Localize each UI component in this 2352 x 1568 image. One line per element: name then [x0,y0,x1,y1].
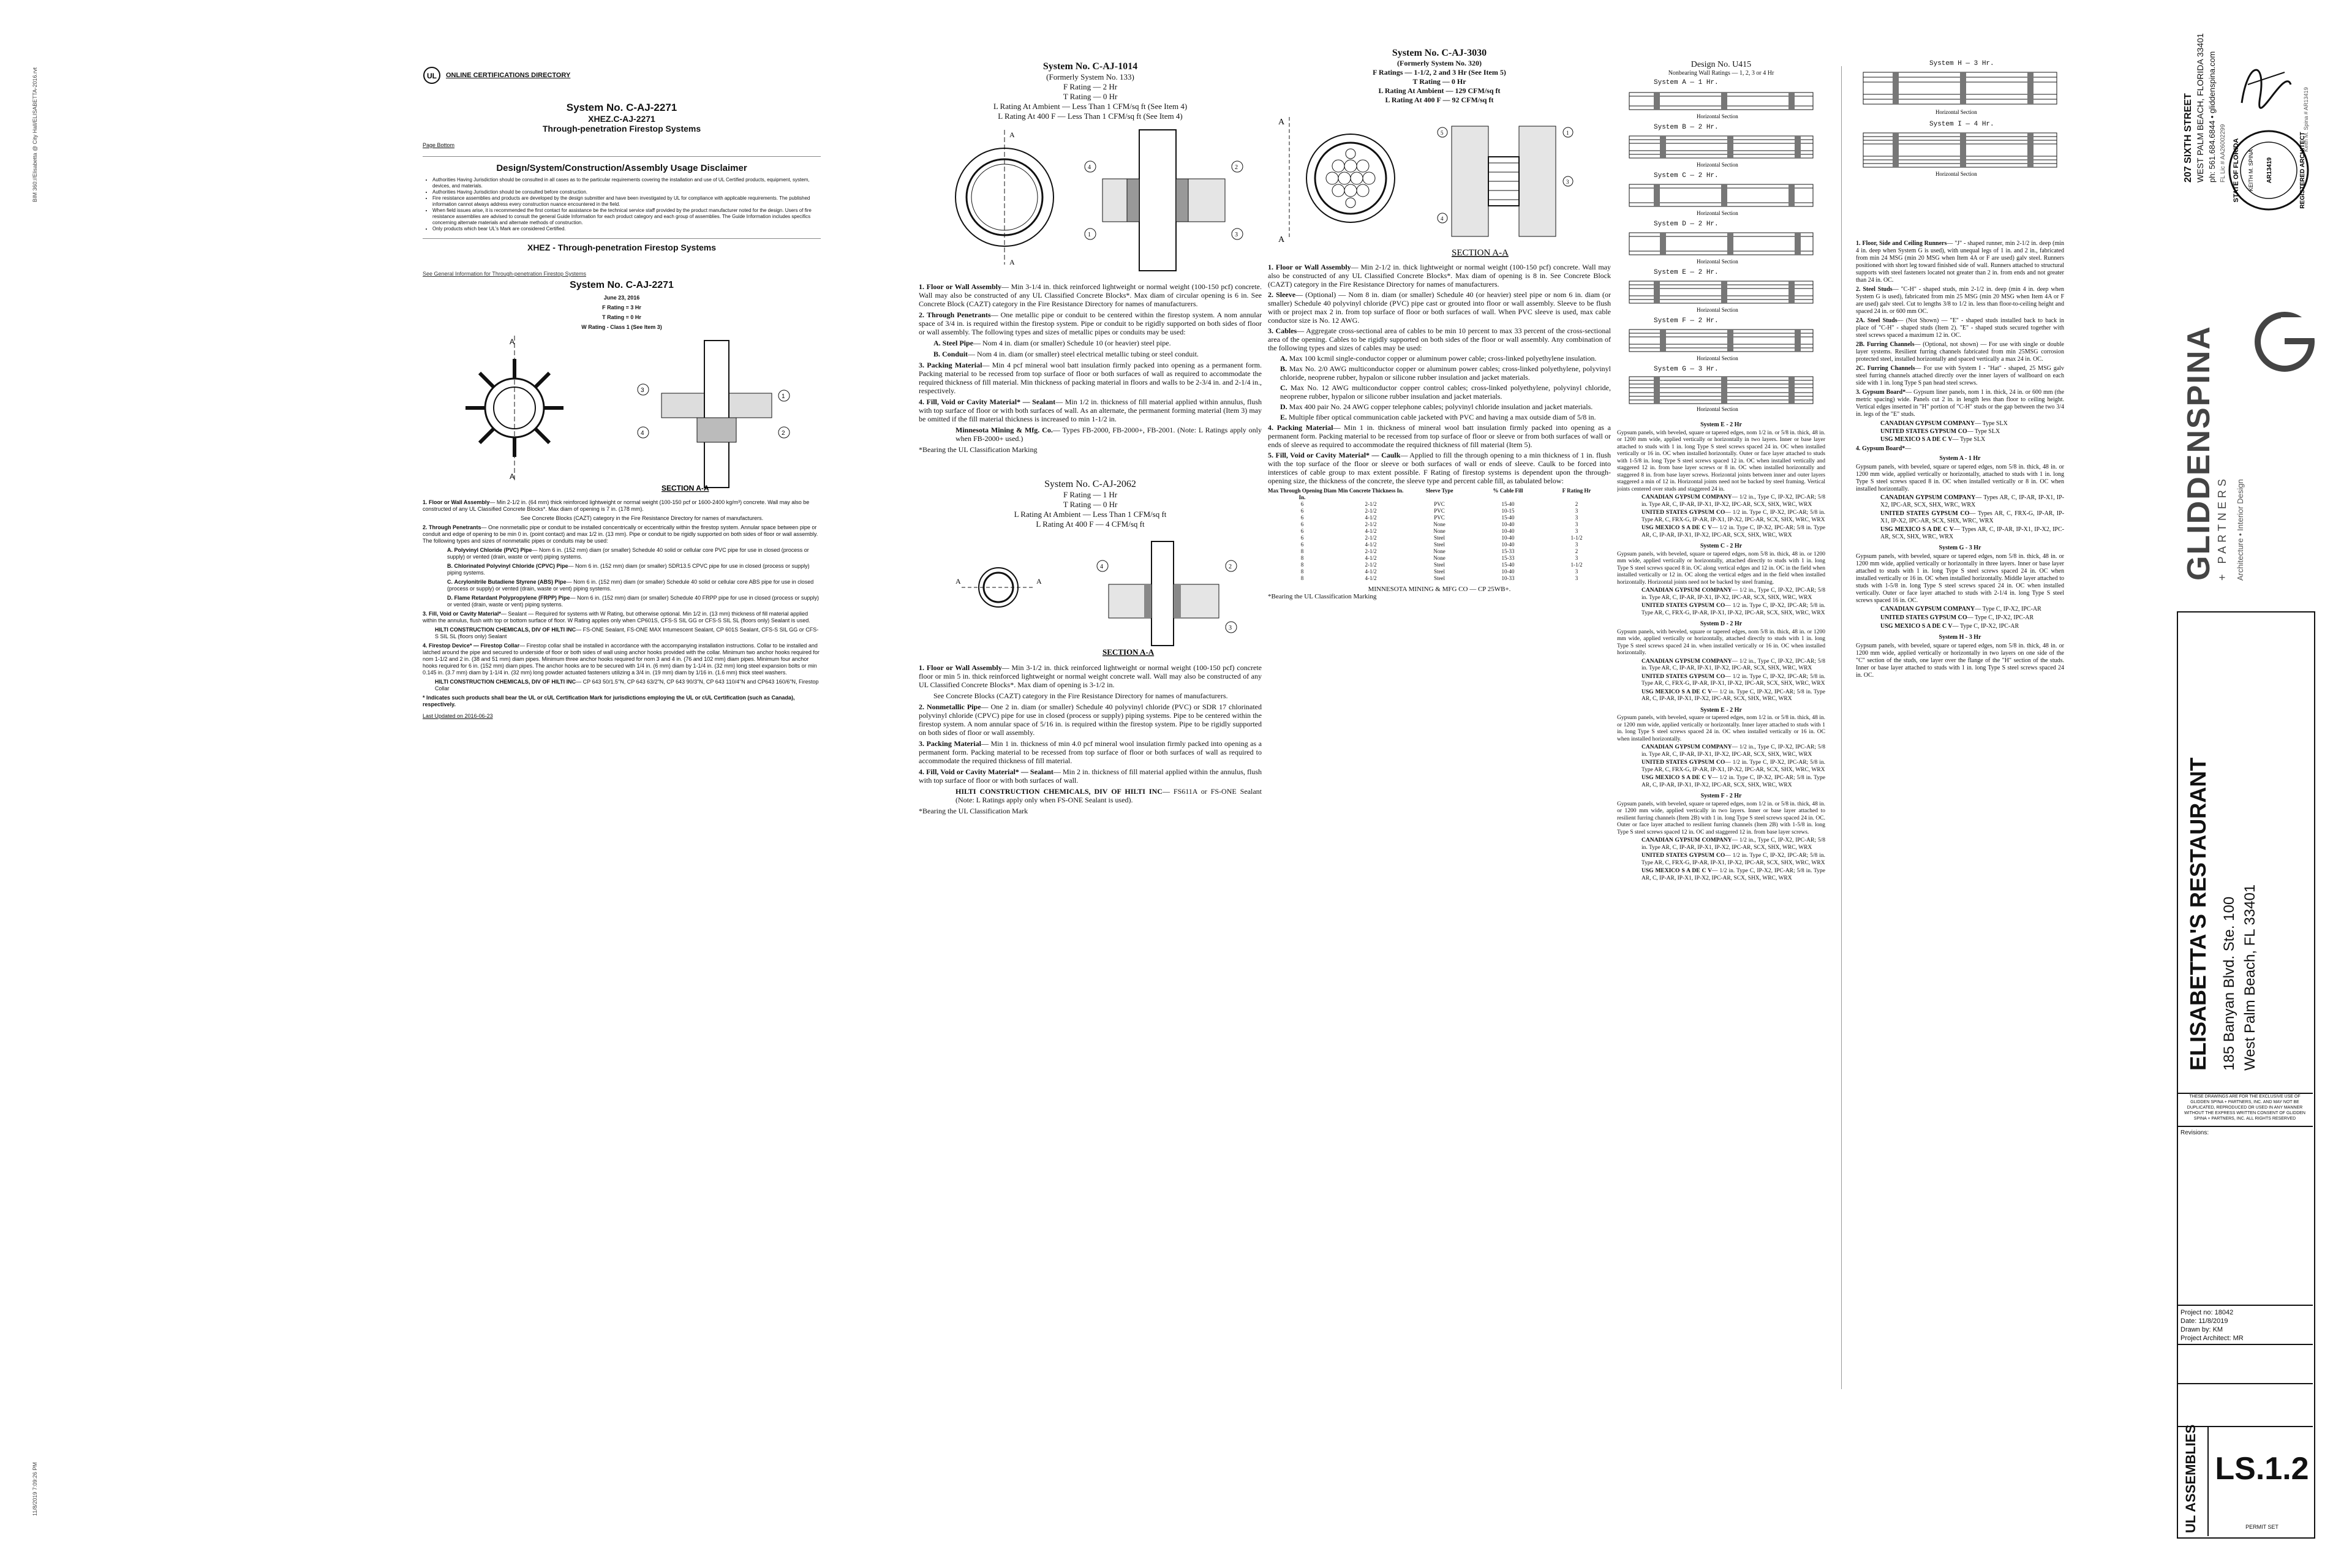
list-item: 2. Steel Studs— "C-H" - shaped studs, min 2-1/2 in. deep (min 4 in. deep when System G is used), fabricated from min 25 MSG (min 20 MSG when Item 4A or F are used) galv steel. Cut to lengths 3/8 to 1/2 in. less than floor-to-ceiling height and spaced 24 in. or 600 mm OC. [1856,286,2064,315]
text-block: Gypsum panels, with beveled, square or tapered edges, nom 1/2 in. or 5/8 in. thick, 48 in. or 1200 mm wide, applied vertically in two layers. Inner or base layer attached to resilient furring channels (Item 2B) with 1 in. long Type S steel screws spaced 24 in. OC. Outer or face layer attached to resilient furring channels (Item 2B) with 1-5/8 in. long Type S steel screws spaced 12 in. OC and staggered 12 in. from base layer screws. [1617,801,1825,835]
table-row: 8 4-1/2 Steel 10-33 3 [1300,575,1578,581]
item-list [1856,240,2064,679]
svg-text:2: 2 [1235,164,1238,171]
list-item: 2. Through Penetrants— One nonmetallic pipe or conduit to be installed concentrically or eccentrically within the firestop system. Annular space between pipe or conduit and edge of opening to be min 0 in. (point contact) and max 1/2 in. (13 mm). Pipe or conduit to be rigidly supported on both sides of floor or wall assembly. The following types and sizes of nonmetallic pipes or conduits may be used: [423,524,818,544]
firm-logo-icon [2254,311,2315,372]
disclaimer-title: Design/System/Construction/Assembly Usage Disclaimer [496,163,747,173]
svg-text:Horizontal Section: Horizontal Section [1697,406,1738,412]
svg-text:3: 3 [641,387,644,394]
wall-section-drawing [1617,276,1825,314]
table-row: 8 2-1/2 Steel 15-40 1-1/2 [1300,562,1583,568]
project-address-2: West Palm Beach, FL 33401 [2242,884,2258,1071]
list-item: 3. Packing Material— Min 4 pcf mineral wool batt insulation firmly packed into opening as a permanent form. Packing material to be recessed from top surface of floor or both surfaces of wall as required to accommodate the required thickness of fill material. Min thickness of packing material in floors and walls to be 2-3/4 in. and 2-1/4 in., respectively. [919,361,1262,395]
list-item: HILTI CONSTRUCTION CHEMICALS, DIV OF HILTI INC— FS-ONE Sealant, FS-ONE MAX Intumescent Sealant, CP 601S Sealant, CFS-S SIL GG or CFS-S SIL SL (floors only) Sealant [435,627,819,639]
text-block: UNITED STATES GYPSUM CO— 1/2 in. Type C, IP-X2, IPC-AR; 5/8 in. Type AR, C, FRX-G, IP-AR, IP-X1, IP-X2, IPC-AR, SCX, SHX, WRC, WRX [1642,673,1825,687]
list-item: 2. Through Penetrants— One metallic pipe or conduit to be centered within the firestop system. A nom annular space of 3/4 in. is required within the firestop system. Pipe or conduit to be rigidly supported on both sides of floor or wall assembly. The following types and sizes of metallic pipes or conduits may be used: [919,311,1262,336]
wall-section-drawing [1856,128,2064,178]
bearing-note: *Bearing the UL Classification Mark [919,807,1028,815]
text-block: UNITED STATES GYPSUM CO— Types AR, C, FRX-G, IP-AR, IP-X1, IP-X2, IPC-AR, SCX, SHX, WRC, WRX [1880,510,2064,524]
f-rating: F Ratings — 1-1/2, 2 and 3 Hr (See Item 5) [1373,68,1506,77]
text-block-title: System A - 1 Hr [1939,455,1981,462]
list-item: A. Polyvinyl Chloride (PVC) Pipe— Nom 6 in. (152 mm) diam (or smaller) Schedule 40 solid or cellular core PVC pipe for use in closed (process or supply) or vented (drain, waste or vent) piping systems. [447,547,809,560]
list-item: 3. Packing Material— Min 1 in. thickness of min 4.0 pcf mineral wool insulation firmly packed into opening as a permanent form. Packing material to be recessed from top surface of floor or both surfaces of wall as required to accommodate the required thickness of fill material. [919,739,1262,765]
svg-text:Horizontal Section: Horizontal Section [1697,210,1738,216]
l-rating-400: L Rating At 400 F — 4 CFM/sq ft [1036,519,1145,529]
table-row: 8 4-1/2 None 15-33 3 [1300,555,1578,561]
list-item: 4. Gypsum Board*— [1856,445,1912,452]
w-rating: W Rating - Class 1 (See Item 3) [581,324,662,330]
system-type: Through-penetration Firestop Systems [542,124,701,134]
disclaimer-item: • Authorities Having Jurisdiction should be consulted in all cases as to the particular requirements covering the installation and use of UL Certified products, equipment, system, devices, and materials. [432,177,821,189]
svg-text:Horizontal Section: Horizontal Section [1697,113,1738,119]
text-block: USG MEXICO S A DE C V— Types AR, C, IP-AR, IP-X1, IP-X2, IPC-AR, SCX, SHX, WRC, WRX [1880,526,2064,540]
list-item: A. Steel Pipe— Nom 4 in. diam (or smaller) Schedule 10 (or heavier) steel pipe. [933,339,1171,347]
list-item: D. Flame Retardant Polypropylene (FRPP) Pipe— Nom 6 in. (152 mm) diam (or smaller) Schedule 40 FRPP pipe for use in closed (process or supply) or vented (drain, waste or vent) piping systems. [447,595,820,608]
xhez-title: XHEZ - Through-penetration Firestop Systems [527,243,717,252]
svg-text:Horizontal Section: Horizontal Section [1697,355,1738,361]
text-block: Gypsum panels, with beveled, square or tapered edges, nom 5/8 in. thick, 48 in. or 1200 mm wide, applied vertically or horizontally, attached directly to studs with 1 in. long Type S steel screws spaced 8 in. OC along vertical edges and 12 in. OC in the field when installed vertically or 12 in. OC along the vertical edges and in the field when installed horizontally. Horizontal joints need not be backed by steel framing. [1617,551,1825,586]
text-block: UNITED STATES GYPSUM CO— 1/2 in. Type C, IP-X2, IPC-AR; 5/8 in. Type AR, C, FRX-G, IP-AR, IP-X1, IP-X2, IPC-AR, SCX, SHX, WRC, WRX [1642,510,1825,523]
f-rating: F Rating = 3 Hr [602,304,641,311]
list-item: B. Conduit— Nom 4 in. diam (or smaller) steel electrical metallic tubing or steel conduit. [933,350,1199,358]
system-label: System C — 2 Hr. [1654,172,1719,179]
text-block: USG MEXICO S A DE C V— 1/2 in. Type C, IP-X2, IPC-AR; 5/8 in. Type AR, C, IP-AR, IP-X1, IP-X2, IPC-AR, SCX, SHX, WRC, WRX [1642,775,1825,788]
svg-text:3: 3 [1566,179,1569,185]
list-item: 1. Floor or Wall Assembly— Min 2-1/2 in. (64 mm) thick reinforced lightweight or normal weight (100-150 pcf or 1600-2400 kg/m³) concrete. Wall may also be constructed of any UL Classified Concrete Blocks*. Max diam of opening is 7 in. (178 mm). [423,499,810,512]
pipe-penetration-diagram [919,124,1262,277]
text-block: UNITED STATES GYPSUM CO— 1/2 in. Type C, IP-X2, IPC-AR; 5/8 in. Type AR, C, FRX-G, IP-AR, IP-X1, IP-X2, IPC-AR, SCX, SHX, WRC, WRX [1642,603,1825,616]
svg-text:4: 4 [1441,216,1444,222]
list-item: 4. Firestop Device* — Firestop Collar— Firestop collar shall be installed in accordance with the accompanying installation instructions. Collar to be installed and latched around the pipe and secured to underside of floor or both sides of wall using anchor hooks provided with the collar. Minimum two anchor hooks required for nom 1-1/2 and 2 in. (38 and 51 mm) diam pipes. Minimum three anchor hooks required for nom 3 and 4 in. (76 and 102 mm) diam pipes. Minimum four anchor hooks required for 6 in. (152 mm) diam pipes. The anchor hooks are to be secured with 1/4 in. (6 mm) diam by 1-1/4 in. (32 mm) long steel expansion bolts or min 0.145 in. (3.7 mm) diam by 1-1/4 in. (32 mm) long powder actuated fasteners utilizing a 3/4 in. (19 mm) diam by 1/16 in. (1.6 mm) thick steel washers. [423,643,820,676]
svg-text:Horizontal Section: Horizontal Section [1936,109,1977,115]
list-item: 5. Fill, Void or Cavity Material* — Caulk— Applied to fill the through opening to a min thickness of 1 in. flush with the top surface of the floor or sleeve or both surfaces of wall or ends of sleeve. Caulk to be forced into interstices of cable group to max extent possible. F Rating of firestop systems is dependent upon the through-opening size, the thickness of the concrete, the sleeve type and percent cable fill, as tabulated below: [1268,451,1611,485]
table-row: 8 4-1/2 Steel 10-40 3 [1300,568,1578,575]
t-rating: T Rating — 0 Hr [1412,77,1466,86]
svg-text:4: 4 [1100,564,1103,570]
text-block: Gypsum panels, with beveled, square or tapered edges, nom 1/2 in. or 5/8 in. thick, 48 in. or 1200 mm wide, applied vertically or horizontally. Inner layer attached to studs with 1 in. long Type S steel screws spaced 24 in. OC when installed vertically or 16 in. OC when installed horizontally. [1617,715,1825,742]
l-rating-400: L Rating At 400 F — Less Than 1 CFM/sq ft (See Item 4) [998,111,1183,121]
text-block-title: System E - 2 Hr [1700,706,1742,714]
text-block-title: System G - 3 Hr [1939,545,1981,551]
list-item: * Indicates such products shall bear the UL or cUL Certification Mark for jurisdictions employing the UL or cUL Certification (such as Canada), respectively. [423,695,795,707]
item-list [919,282,1262,443]
disclaimer-item: • Fire resistance assemblies and products are developed by the design submitter and have been investigated by UL for compliance with applicable requirements. The published information cannot always address every construction nuance encountered in the field. [432,195,821,208]
wall-section-drawing [1617,325,1825,363]
wall-section-drawing [1617,179,1825,217]
system-label: System G — 3 Hr. [1654,366,1719,373]
disclaimer-item: • Authorities Having Jurisdiction should be consulted before construction. [432,189,821,195]
f-rating: F Rating — 1 Hr [1063,490,1118,499]
table-header: Max Through Opening Diam In. Min Concrete Thickness In. Sleeve Type % Cable Fill F Rating Hr [1268,488,1591,500]
l-rating-ambient: L Rating At Ambient — Less Than 1 CFM/sq ft (See Item 4) [993,102,1188,111]
pvc-pipe-diagram [919,529,1262,658]
list-item: 2A. Steel Studs— (Not Shown) — "E" - shaped studs installed back to back in place of "C-H" - shaped studs (Item 2). "E" - shaped studs secured together with steel screws spaced a maximum 12 in. OC. [1856,317,2064,339]
firm-logo-partners: + PARTNERS [2216,475,2228,581]
permit-set: PERMIT SET [2245,1524,2278,1530]
firm-services: Architecture • Interior Design [2236,479,2245,581]
system-d [1617,221,1825,269]
text-block: CANADIAN GYPSUM COMPANY— 1/2 in., Type C, IP-X2, IPC-AR; 5/8 in. Type AR, C, IP-AR, IP-X1, IP-X2, IPC-AR, SCX, SHX, WRC, WRX [1642,744,1825,758]
f-rating: F Rating — 2 Hr [1063,82,1118,91]
formerly-system: (Formerly System No. 133) [1046,72,1134,81]
svg-text:5: 5 [1441,130,1444,136]
system-label: System D — 2 Hr. [1654,221,1719,228]
system-number-2: System No. C-AJ-2271 [570,280,674,290]
list-item: USG MEXICO S A DE C V— Type SLX [1880,436,1986,443]
text-block: Gypsum panels, with beveled, square or tapered edges, nom 5/8 in. thick, 48 in. or 1200 mm wide, applied vertically or horizontally in three layers. Inner or base layer attached to studs with 1 in. long Type S steel screws spaced 24 in. OC when installed vertically or 16 in. OC when installed horizontally. Middle layer attached to studs with 1-5/8 in. long Type S steel screws spaced 24 in. OC when installed vertically. Outer or face layer attached to studs with 2-1/4 in. long Type S steel screws spaced 16 in. OC. [1856,553,2064,604]
t-rating: T Rating = 0 Hr [602,314,641,320]
list-item: B. Max No. 2/0 AWG multiconductor copper or aluminum power cables; cross-linked polyethylene, polyvinyl chloride, neoprene rubber, hypalon or silicone rubber insulation and jacket materials. [1280,364,1611,382]
design-number: Design No. U415 [1691,60,1752,69]
section-a-a-label: SECTION A-A [662,484,709,492]
item-list [1268,263,1611,485]
system-number: System No. C-AJ-1014 [1042,61,1138,72]
item-list [423,499,821,708]
firm-city: WEST PALM BEACH, FLORIDA 33401 [2195,33,2205,183]
firm-address: 207 SIXTH STREET [2183,93,2193,183]
system-e [1617,269,1825,317]
list-item: See Concrete Blocks (CAZT) category in the Fire Resistance Directory for names of manufacturers. [521,515,764,521]
project-architect: Project Architect: MR [2180,1335,2244,1342]
project-number: Project no: 18042 [2180,1309,2234,1316]
system-number: System No. C-AJ-3030 [1392,48,1487,58]
table-row: 6 2-1/2 PVC 10-15 3 [1300,508,1578,514]
system-alt: XHEZ.C-AJ-2271 [588,114,655,124]
list-item: C. Acrylonitrile Butadiene Styrene (ABS) Pipe— Nom 6 in. (152 mm) diam (or smaller) Schedule 40 solid or cellular core ABS pipe for use in closed (process or supply) or vented (drain, waste or vent) piping systems. [447,579,814,592]
svg-text:A: A [510,472,515,481]
svg-text:A: A [1009,130,1015,139]
list-item: D. Max 400 pair No. 24 AWG copper telephone cables; polyvinyl chloride insulation and jacket materials. [1280,402,1593,411]
svg-text:1: 1 [1566,130,1569,136]
text-block-title: System E - 2 Hr [1700,421,1742,428]
wall-section-drawing [1617,228,1825,266]
list-item: 2. Sleeve— (Optional) — Nom 8 in. diam (or smaller) Schedule 40 (or heavier) steel pipe or nom 6 in. diam (or smaller) Schedule 40 polyvinyl chloride (PVC) pipe cast or grouted into floor or wall assembly. Sleeve to be flush with or project max 2 in. from top surface of floor or both surfaces of wall. When PVC sleeve is used, max cable conductor size is No. 12 AWG. [1268,290,1611,325]
text-block: UNITED STATES GYPSUM CO— Type C, IP-X2, IPC-AR [1880,614,2034,621]
text-block: CANADIAN GYPSUM COMPANY— 1/2 in., Type C, IP-X2, IPC-AR; 5/8 in. Type AR, C, IP-AR, IP-X1, IP-X2, IPC-AR, SCX, SHX, WRC, WRX [1642,587,1825,601]
table-row: 6 4-1/2 None 10-40 3 [1300,528,1578,534]
formerly-system: (Formerly System No. 320) [1397,59,1482,67]
list-item: HILTI CONSTRUCTION CHEMICALS, DIV OF HILTI INC— CP 643 50/1.5"N, CP 643 63/2"N, CP 643 90/3"N, CP 643 110/4"N and CP643 160/6"N, Firestop Collar [435,679,819,692]
svg-text:A: A [1036,577,1042,586]
table-row: 6 4-1/2 Steel 10-40 3 [1300,541,1578,548]
ul-design-u415 [1617,60,1825,1444]
list-item: UNITED STATES GYPSUM CO— Type SLX [1880,428,2000,435]
svg-text:Horizontal Section: Horizontal Section [1697,162,1738,168]
system-b [1617,124,1825,172]
title-block-frame [2177,611,2315,1539]
ul-logo-icon [423,66,441,85]
firm-contact: ph: 561.684.6844 • gliddenspina.com [2207,51,2217,183]
manufacturer: MINNESOTA MINING & MFG CO — CP 25WB+. [1368,586,1511,593]
table-row: 8 2-1/2 None 15-33 2 [1300,548,1578,554]
page-bottom-link[interactable]: Page Bottom [423,142,455,148]
list-item: E. Multiple fiber optical communication cable jacketed with PVC and having a max outside diam of 5/8 in. [1280,413,1596,421]
svg-text:A: A [1278,118,1285,127]
wall-section-drawing [1617,86,1825,121]
wall-section-drawing [1856,67,2064,118]
seal-number: AR13419 [2266,157,2273,184]
architect-seal [2226,127,2312,213]
table-row: 6 2-1/2 None 10-40 3 [1300,521,1578,527]
seal-name: KEITH M. SPINA [2248,149,2254,192]
text-block: CANADIAN GYPSUM COMPANY— Type C, IP-X2, IPC-AR [1880,606,2041,612]
sheet-title: UL ASSEMBLIES [2183,1424,2198,1533]
section-a-a-label: SECTION A-A [1452,248,1509,258]
wall-section-drawing [1617,131,1825,169]
seal-registered: REGISTERED ARCHITECT [2299,132,2306,209]
firm-license: FL Lic # AA26002299 [2220,124,2226,183]
system-f [1617,317,1825,366]
text-block: Gypsum panels, with beveled, square or tapered edges, nom 1/2 in. or 5/8 in. thick, 48 in. or 1200 mm wide, applied vertically or horizontally in two layers. Inner or base layer attached to studs with 1 in. long Type S steel screws spaced 24 in. OC when installed vertically or 16 in. OC when installed horizontally. Outer or face layer attached to studs with 1-5/8 in. long Type S steel screws spaced 12 in. OC when installed vertically and staggered 12 in. from base layer screws or 8 in. OC when installed horizontally and staggered 8 in. from base layer screws. Horizontal joints between inner and outer layers staggered a min of 12 in. Horizontal joints need not be backed by steel framing. Vertical joints centered over studs and staggered 24 in. [1617,429,1825,492]
svg-text:4: 4 [1088,164,1091,171]
text-block: CANADIAN GYPSUM COMPANY— 1/2 in., Type C, IP-X2, IPC-AR; 5/8 in. Type AR, C, IP-AR, IP-X1, IP-X2, IPC-AR, SCX, SHX, WRC, WRX [1642,658,1825,671]
ul-system-c-aj-2271 [423,66,821,881]
file-path: BIM 360://Elisabetta @ City Hall/ELISABETTA-2016.rvt [32,67,38,202]
bearing-note: *Bearing the UL Classification Marking [919,445,1038,454]
list-item: Minnesota Mining & Mfg. Co.— Types FB-2000, FB-2000+, FB-2001. (Note: L Ratings apply only when FB-2000+ used.) [956,426,1262,443]
system-label: System B — 2 Hr. [1654,124,1719,131]
text-block-title: System H - 3 Hr [1939,634,1981,641]
firm-logo-name: GLIDDENSPINA [2181,325,2217,581]
system-label: System H — 3 Hr. [1929,60,1994,67]
list-item: 1. Floor, Side and Ceiling Runners— "J" - shaped runner, min 2-1/2 in. deep (min 4 in. deep when System G is used), with unequal legs of 1 in. and 2 in., fabricated from min 24 MSG (min 20 MSG when Item 4A or F are used) galv steel. Runners positioned with short leg toward finished side of wall. Runners attached to structural supports with steel fasteners located not greater than 2 in. from ends and not greater than 24 in. OC. [1856,240,2064,284]
text-block: Gypsum panels, with beveled, square or tapered edges, nom 5/8 in. thick, 48 in. or 1200 mm wide, applied vertically or horizontally, attached directly to studs with 1 in. long Type S steel screws spaced 24 in. when installed vertically or 16 in. OC when installed horizontally. [1617,628,1825,656]
disclaimer-item: • When field issues arise, it is recommended the first contact for assistance be the technical service staff provided by the product manufacturer noted for the design. Users of fire resistance assemblies are advised to consult the general Guide Information for each product category and each group of assemblies. The Guide Information includes specifics concerning alternate materials and alternate methods of construction. [432,208,821,226]
system-i [1856,121,2064,181]
project-date: Date: 11/8/2019 [2180,1317,2228,1325]
list-item: 4. Packing Material— Min 1 in. thickness of mineral wool batt insulation firmly packed into opening as a permanent form. Packing material to be recessed from top surface of floor or sleeve or from both surfaces of wall or ends of sleeve as required to accommodate the required thickness of fill material (Item 5). [1268,423,1611,449]
ownership-disclaimer: THESE DRAWINGS ARE FOR THE EXCLUSIVE USE OF GLIDDEN SPINA + PARTNERS, INC. AND MAY NOT BE DUPLICATED, REPRODUCED OR USED IN ANY MANNER WITHOUT THE EXPRESS WRITTEN CONSENT OF GLIDDEN SPINA + PARTNERS, INC. ALL RIGHTS RESERVED [2184,1095,2305,1121]
text-block: CANADIAN GYPSUM COMPANY— Types AR, C, IP-AR, IP-X1, IP-X2, IPC-AR, SCX, SHX, WRC, WRX [1880,494,2064,508]
bearing-note: *Bearing the UL Classification Marking [1268,593,1377,600]
text-block: USG MEXICO S A DE C V— 1/2 in. Type C, IP-X2, IPC-AR; 5/8 in. Type AR, C, IP-AR, IP-X1, IP-X2, IPC-AR, SCX, SHX, WRC, WRX [1642,525,1825,538]
table-row: 6 2-1/2 PVC 15-40 2 [1300,501,1578,507]
seal-state: STATE OF FLORIDA [2233,138,2240,203]
l-rating-ambient: L Rating At Ambient — Less Than 1 CFM/sq ft [1014,510,1167,519]
ul-directory-header: ONLINE CERTIFICATIONS DIRECTORY [446,72,571,79]
list-item: 2C. Furring Channels— For use with System I - "Hat" - shaped, 25 MSG galv steel furring channels attached directly over the inner layers of wallboard on each side with 1 in. long Type S pan head steel screws. [1856,365,2064,386]
text-block: UNITED STATES GYPSUM CO— 1/2 in. Type C, IP-X2, IPC-AR; 5/8 in. Type AR, C, FRX-G, IP-AR, IP-X1, IP-X2, IPC-AR, SCX, SHX, WRC, WRX [1642,760,1825,773]
item-list [919,663,1262,804]
ul-system-c-aj-3030 [1268,48,1611,752]
text-block: USG MEXICO S A DE C V— 1/2 in. Type C, IP-X2, IPC-AR; 5/8 in. Type AR, C, IP-AR, IP-X1, IP-X2, IPC-AR, SCX, SHX, WRC, WRX [1642,688,1825,702]
project-info [2180,1308,2244,1343]
system-label: System E — 2 Hr. [1654,269,1719,276]
system-a [1617,79,1825,124]
disclaimer-item: • Only products which bear UL's Mark are considered Certified. [432,226,821,232]
text-block-title: System C - 2 Hr [1700,543,1743,549]
text-block-title: System D - 2 Hr [1700,620,1743,627]
title-block [2168,29,2321,1537]
list-item: 2B. Furring Channels— (Optional, not shown) — For use with single or double layer systems. Resilient furring channels fabricated from min 25MSG corrosion protected steel, installed horizontally and spaced vertically a max 24 in. OC. [1856,341,2064,363]
system-label: System F — 2 Hr. [1654,317,1719,325]
ul-system-c-aj-1014 [919,61,1262,1127]
svg-text:UL: UL [427,72,437,80]
list-item: 4. Fill, Void or Cavity Material* — Sealant— Min 1/2 in. thickness of fill material applied within annulus, flush with top surface of floor or with both surfaces of wall. As an alternate, the permanent forming material (Item 3) may be omitted if the fill material thickness is increased to min 1-1/2 in. [919,398,1262,423]
list-item: 4. Fill, Void or Cavity Material* — Sealant— Min 2 in. thickness of fill material applied within the annulus, flush with top surface of floor or with both surfaces of wall. [919,767,1262,785]
f-rating-table [1268,488,1611,582]
svg-text:1: 1 [782,393,785,400]
text-block-title: System F - 2 Hr [1700,793,1742,799]
list-item: 3. Cables— Aggregate cross-sectional area of cables to be min 10 percent to max 33 percent of the cross-sectional area of the opening. Cables to be rigidly supported on both sides of the floor or wall assembly. Any combination of the following types and sizes of cables may be used: [1268,326,1611,352]
section-a-a-label: SECTION A-A [1102,647,1155,657]
svg-text:3: 3 [1229,625,1232,631]
text-block: USG MEXICO S A DE C V— Type C, IP-X2, IPC-AR [1880,623,2019,630]
l-rating-400: L Rating At 400 F — 92 CFM/sq ft [1385,96,1494,104]
svg-text:A: A [1009,258,1015,266]
svg-text:A: A [510,337,515,346]
list-item: 1. Floor or Wall Assembly— Min 2-1/2 in. thick lightweight or normal weight (100-150 pcf) concrete. Wall may also be constructed of any UL Classified Concrete Blocks*. Max diam of opening is 8 in. See Concrete Block (CAZT) category in the Fire Resistance Directory for names of manufacturers. [1268,263,1611,288]
drawn-by: Drawn by: KM [2180,1326,2223,1333]
svg-text:2: 2 [1229,564,1232,570]
project-address-1: 185 Banyan Blvd. Ste. 100 [2221,896,2237,1071]
general-info-link[interactable]: See General Information for Through-penetration Firestop Systems [423,271,586,277]
svg-text:1: 1 [1088,232,1091,238]
wall-ratings: Nonbearing Wall Ratings — 1, 2, 3 or 4 Hr [1668,70,1774,77]
system-number-2062: System No. C-AJ-2062 [1044,479,1136,489]
text-block: USG MEXICO S A DE C V— 1/2 in. Type C, IP-X2, IPC-AR; 5/8 in. Type AR, C, IP-AR, IP-X1, IP-X2, IPC-AR, SCX, SHX, WRC, WRX [1642,868,1825,881]
list-item: A. Max 100 kcmil single-conductor copper or aluminum power cable; cross-linked polyethylene insulation. [1280,354,1597,363]
system-c [1617,172,1825,221]
cable-bundle-diagram [1268,105,1611,258]
text-block: Gypsum panels, with beveled, square or tapered edges, nom 5/8 in. thick, 48 in. or 1200 mm wide, applied vertically or horizontally in two layers on one side of the "C" section of the studs, one layer over the flange of the "H" section of the studs. Inner or base layer attached to studs with 1 in. long Type S steel screws spaced 24 in. OC. [1856,643,2064,679]
sheet-number: LS.1.2 [2215,1451,2309,1487]
t-rating: T Rating — 0 Hr [1063,500,1118,509]
list-item: 3. Fill, Void or Cavity Material*— Sealant — Required for systems with W Rating, but otherwise optional. Min 1/2 in. (13 mm) thickness of fill material applied within the annulus, flush with top or bottom surface of floor. W Rating applies only when CP601S, CFS-S SIL GG or CFS-S SIL SL (floors only) Sealant is used. [423,611,810,624]
svg-text:2: 2 [782,430,785,437]
list-item: 2. Nonmetallic Pipe— One 2 in. diam (or smaller) Schedule 40 polyvinyl chloride (PVC) or SDR 17 chlorinated polyvinyl chloride (CPVC) pipe for use in closed (process or supply) piping systems. Pipe to be centered within the firestop system. A nom annular space of 5/16 in. is required within the firestop system. Pipe to be rigidly supported on both sides of floor or wall assembly. [919,703,1262,737]
ul-design-u415-continued [1856,60,2064,1389]
l-rating-ambient: L Rating At Ambient — 129 CFM/sq ft [1378,86,1501,95]
list-item: C. Max No. 12 AWG multiconductor copper control cables; cross-linked polyethylene, polyvinyl chloride, neoprene rubber, hypalon or silicone rubber insulation and jacket materials. [1280,383,1611,401]
wall-section-drawing [1617,373,1825,413]
disclaimer-list [423,177,821,232]
list-item: CANADIAN GYPSUM COMPANY— Type SLX [1880,420,2008,427]
print-timestamp: 11/8/2019 7:09:26 PM [32,1462,38,1516]
table-row: 6 2-1/2 Steel 10-40 1-1/2 [1300,535,1583,541]
system-g [1617,366,1825,417]
svg-text:3: 3 [1235,232,1238,238]
system-descriptions [1617,421,1825,882]
table-row: 6 4-1/2 PVC 15-40 3 [1300,514,1578,521]
list-item: 3. Gypsum Board*— Gypsum liner panels, nom 1 in. thick, 24 in. or 600 mm (the metric spacing) wide. Panels cut 2 in. in length less than floor to ceiling height. Vertical edges inserted in "H" portion of "C-H" studs or the gap between the two 3/4 in. legs of the "E" studs. [1856,389,2064,418]
svg-text:Horizontal Section: Horizontal Section [1697,307,1738,313]
text-block: CANADIAN GYPSUM COMPANY— 1/2 in., Type C, IP-X2, IPC-AR; 5/8 in. Type AR, C, IP-AR, IP-X1, IP-X2, IPC-AR, SCX, SHX, WRC, WRX [1642,494,1825,508]
system-date: June 23, 2016 [603,295,640,301]
svg-text:Horizontal Section: Horizontal Section [1697,258,1738,265]
column-divider [1841,66,1842,1389]
firestop-collar-diagram [423,334,821,494]
signature-caption: Keith M. Spina # AR13419 [2303,87,2309,152]
list-item: HILTI CONSTRUCTION CHEMICALS, DIV OF HILTI INC— FS611A or FS-ONE Sealant (Note: L Ratings apply only when FS-ONE Sealant is used). [956,787,1262,804]
t-rating: T Rating — 0 Hr [1063,92,1118,101]
text-block: Gypsum panels, with beveled, square or tapered edges, nom 5/8 in. thick, 48 in. or 1200 mm wide, applied vertically or horizontally, attached to studs with 1 in. long Type S steel screws spaced 8 in. OC when installed vertically or 8 in. OC when installed horizontally. [1856,464,2064,492]
list-item: B. Chlorinated Polyvinyl Chloride (CPVC) Pipe— Nom 6 in. (152 mm) diam (or smaller) SDR13.5 CPVC pipe for use in closed (process or supply) piping systems. [447,563,810,576]
project-name: ELISABETTA'S RESTAURANT [2185,757,2211,1071]
system-label: System A — 1 Hr. [1654,79,1719,86]
text-block: UNITED STATES GYPSUM CO— 1/2 in. Type C, IP-X2, IPC-AR; 5/8 in. Type AR, C, FRX-G, IP-AR, IP-X1, IP-X2, IPC-AR, SCX, SHX, WRC, WRX [1642,853,1825,866]
svg-text:A: A [1278,235,1285,244]
system-h [1856,60,2064,121]
system-label: System I — 4 Hr. [1929,121,1994,128]
revisions-label: Revisions: [2180,1129,2209,1136]
system-number: System No. C-AJ-2271 [566,102,677,113]
last-updated: Last Updated on 2016-06-23 [423,713,493,719]
svg-text:A: A [956,577,961,586]
list-item: 1. Floor or Wall Assembly— Min 3-1/4 in. thick reinforced lightweight or normal weight (100-150 pcf) concrete. Wall may also be constructed of any UL Classified Concrete Blocks*. Max diam of circular opening is 6 in. See Concrete Block (CAZT) category in the Fire Resistance Directory for names of manufacturers. [919,282,1262,308]
architect-signature [2230,48,2303,121]
list-item: 1. Floor or Wall Assembly— Min 3-1/2 in. thick reinforced lightweight or normal weight (100-150 pcf) concrete floor or min 5 in. thick reinforced lightweight or normal weight concrete wall. Wall may also be constructed of any UL Classified Concrete Blocks*. Max diam of opening is 3-1/2 in. [919,663,1262,689]
text-block: CANADIAN GYPSUM COMPANY— 1/2 in., Type C, IP-X2, IPC-AR; 5/8 in. Type AR, C, IP-AR, IP-X1, IP-X2, IPC-AR, SCX, SHX, WRC, WRX [1642,837,1825,851]
svg-text:4: 4 [641,430,644,437]
list-item: See Concrete Blocks (CAZT) category in the Fire Resistance Directory for names of manufacturers. [933,692,1228,700]
svg-text:Horizontal Section: Horizontal Section [1936,171,1977,177]
